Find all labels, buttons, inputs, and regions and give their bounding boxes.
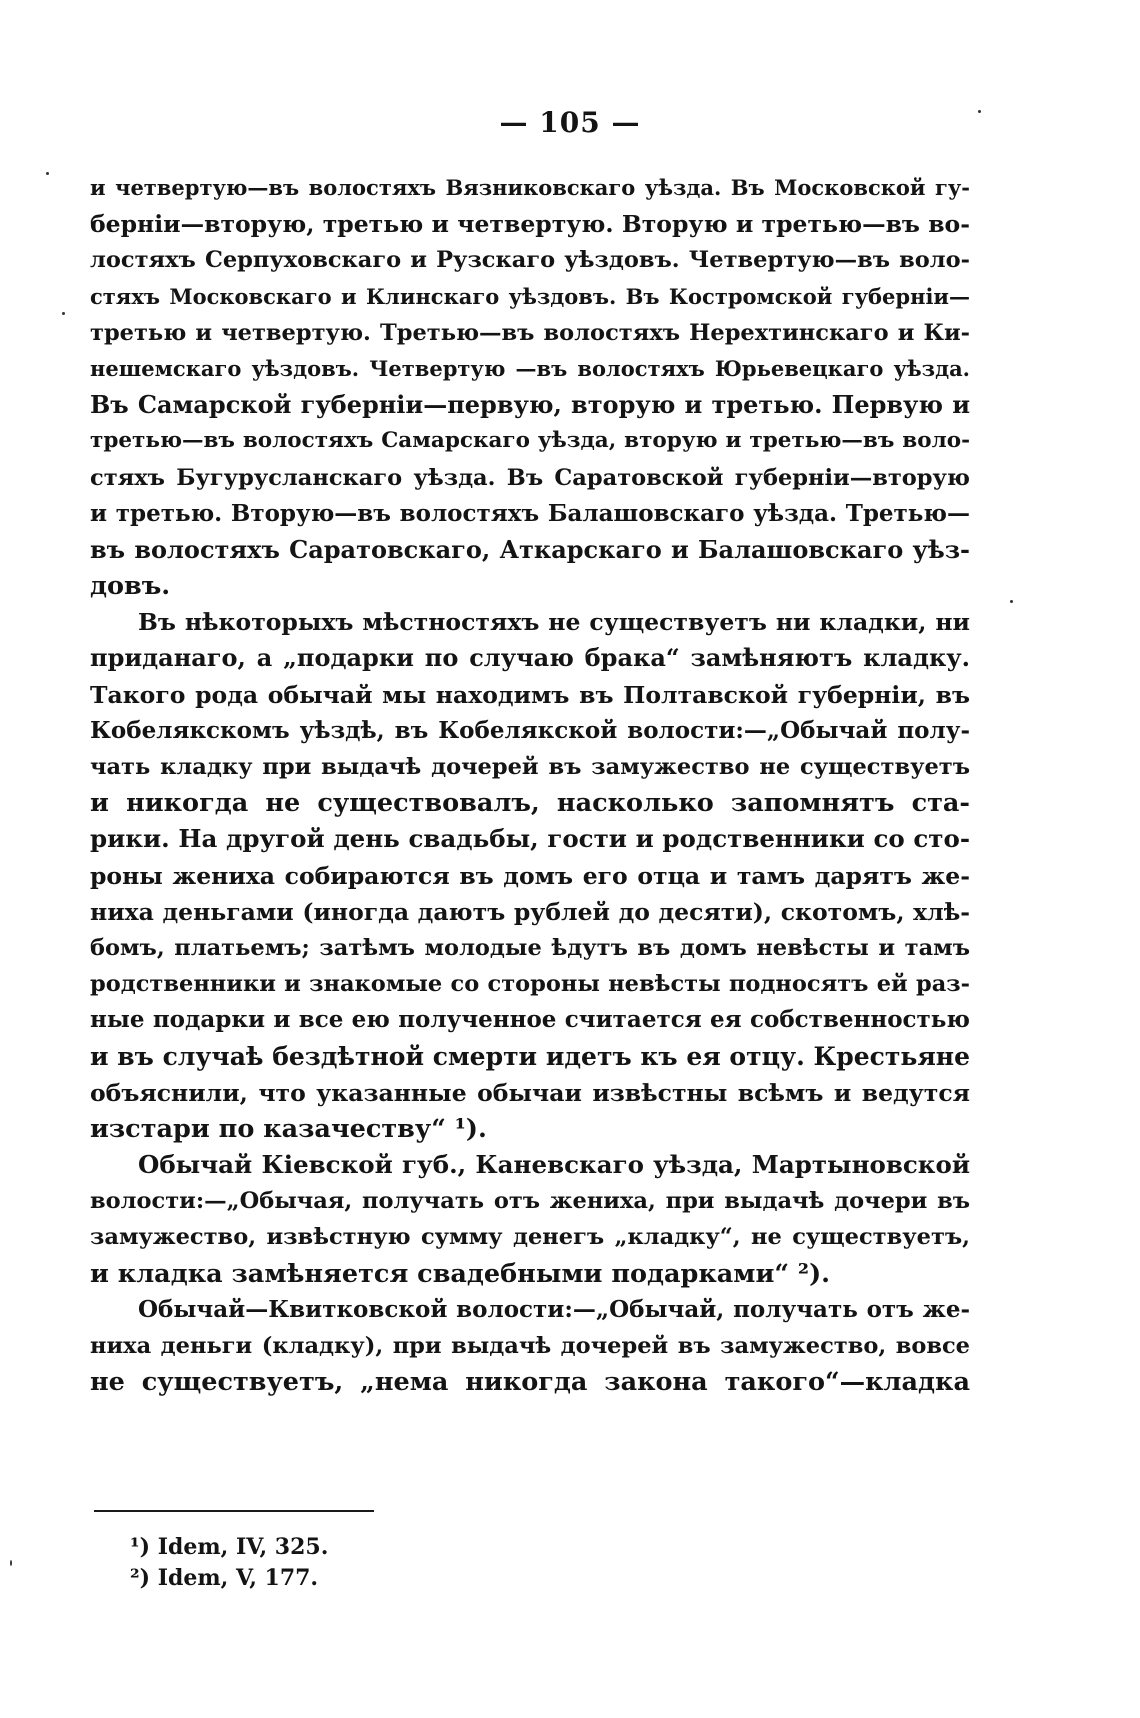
- text-line: и четвертую—въ волостяхъ Вязниковскаго уѣзда. Въ Московской гу-: [90, 175, 970, 200]
- paragraph-first-line: Въ нѣкоторыхъ мѣстностяхъ не существуетъ ни кладки, ни: [138, 608, 970, 637]
- text-line: берніи—вторую, третью и четвертую. Вторую и третью—въ во-: [90, 210, 970, 239]
- page-number: — 105 —: [499, 106, 641, 139]
- scan-speck: [978, 110, 981, 113]
- text-line: въ волостяхъ Саратовскаго, Аткарскаго и Балашовскаго уѣз-: [90, 534, 970, 564]
- text-line: стяхъ Бугурусланскаго уѣзда. Въ Саратовской губерніи—вторую: [90, 464, 970, 491]
- text-line: объяснили, что указанные обычаи извѣстны всѣмъ и ведутся: [90, 1078, 970, 1107]
- body-text: [90, 170, 970, 1400]
- text-line: Кобелякскомъ уѣздѣ, въ Кобелякской волости:—„Обычай полу-: [90, 716, 970, 744]
- text-line: чать кладку при выдачѣ дочерей въ замужество не существуетъ: [90, 754, 970, 780]
- paragraph-first-line: Обычай Кіевской губ., Каневскаго уѣзда, Мартыновской: [138, 1150, 970, 1180]
- text-line: нешемскаго уѣздовъ. Четвертую —въ волостяхъ Юрьевецкаго уѣзда.: [90, 355, 970, 381]
- paragraph-first-line: Обычай—Квитковской волости:—„Обычай, получать отъ же-: [138, 1295, 970, 1323]
- scan-speck: [10, 1560, 12, 1566]
- text-line: замужество, извѣстную сумму денегъ „кладку“, не существуетъ,: [90, 1224, 970, 1251]
- footnote-divider: [94, 1510, 374, 1512]
- text-line: изстари по казачеству“ ¹).: [90, 1113, 487, 1144]
- footnotes: [130, 1532, 328, 1594]
- footnote: ¹) Idem, IV, 325.: [130, 1534, 329, 1560]
- text-line: бомъ, платьемъ; затѣмъ молодые ѣдутъ въ домъ невѣсты и тамъ: [90, 934, 970, 961]
- scan-speck: [46, 172, 49, 175]
- text-line: ниха деньгами (иногда даютъ рублей до десяти), скотомъ, хлѣ-: [90, 897, 970, 926]
- text-line: Такого рода обычай мы находимъ въ Полтавской губерніи, въ: [90, 680, 970, 709]
- text-line: роны жениха собираются въ домъ его отца и тамъ дарятъ же-: [90, 861, 970, 890]
- text-line: и никогда не существовалъ, насколько запомнятъ ста-: [90, 788, 970, 819]
- text-line: Въ Самарской губерніи—первую, вторую и третью. Первую и: [90, 390, 970, 420]
- text-line: третью и четвертую. Третью—въ волостяхъ Нерехтинскаго и Ки-: [90, 319, 970, 346]
- text-line: и третью. Вторую—въ волостяхъ Балашовскаго уѣзда. Третью—: [90, 499, 970, 527]
- scan-speck: [62, 312, 65, 315]
- footnote: ²) Idem, V, 177.: [130, 1565, 319, 1591]
- text-line: и въ случаѣ бездѣтной смерти идетъ къ ея отцу. Крестьяне: [90, 1041, 970, 1071]
- text-line: и кладка замѣняется свадебными подарками“ ²).: [90, 1258, 831, 1289]
- text-line: приданаго, а „подарки по случаю брака“ замѣняютъ кладку.: [90, 643, 970, 673]
- text-line: ные подарки и все ею полученное считается ея собственностью: [90, 1006, 970, 1034]
- text-line: стяхъ Московскаго и Клинскаго уѣздовъ. Въ Костромской губерніи—: [90, 283, 970, 309]
- scan-speck: [1010, 600, 1013, 603]
- text-line: родственники и знакомые со стороны невѣсты подносятъ ей раз-: [90, 971, 970, 998]
- text-line: рики. На другой день свадьбы, гости и родственники со сто-: [90, 824, 970, 854]
- text-line: довъ.: [90, 571, 171, 602]
- text-line: волости:—„Обычая, получать отъ жениха, при выдачѣ дочери въ: [90, 1188, 970, 1215]
- text-line: лостяхъ Серпуховскаго и Рузскаго уѣздовъ. Четвертую—въ воло-: [90, 247, 970, 274]
- text-line: не существуетъ, „нема никогда закона такого“—кладка: [90, 1367, 970, 1398]
- text-line: ниха деньги (кладку), при выдачѣ дочерей въ замужество, вовсе: [90, 1333, 970, 1359]
- text-line: третью—въ волостяхъ Самарскаго уѣзда, вторую и третью—въ воло-: [90, 428, 970, 454]
